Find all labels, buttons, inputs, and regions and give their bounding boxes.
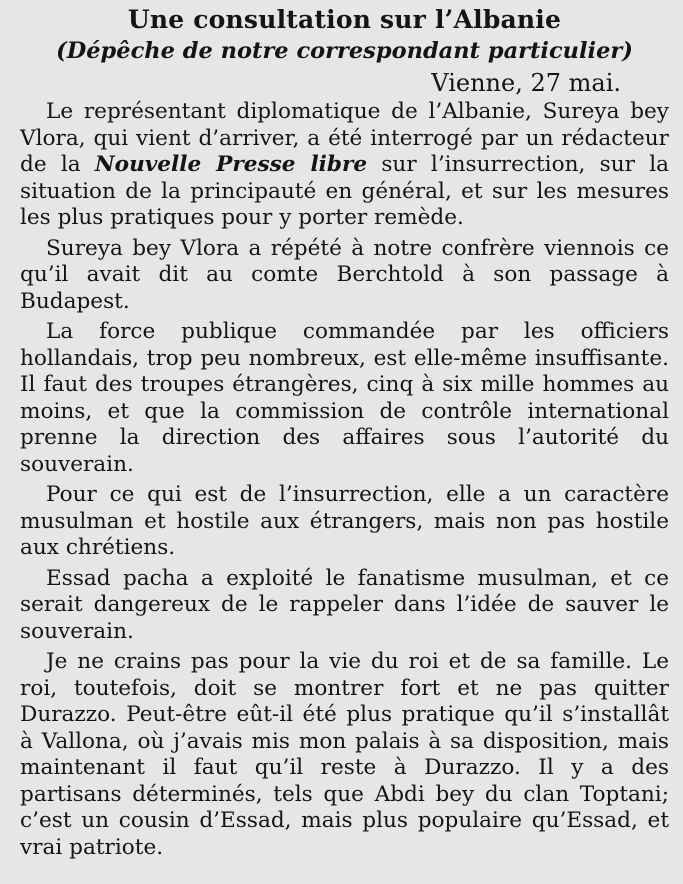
paragraph-1-text-before: Le représentant diplomatique de l’Albanie, Sureya bey Vlora, qui vient d’arriver, a été interrogé par un rédacteur de la [20,99,669,177]
paragraph-2: Sureya bey Vlora a répété à notre confrère viennois ce qu’il avait dit au comte Berchtold à son passage à Budapest. [20,235,669,314]
article-subtitle: (Dépêche de notre correspondant particulier) [56,38,633,64]
paragraph-1-text-after: sur l’insurrection, sur la situation de la principauté en général, et sur les mesures les plus pratiques pour y porter remède. [20,152,669,230]
paragraph-5: Essad pacha a exploité le fanatisme musulman, et ce serait dangereux de le rappeler dans l’idée de sauver le souverain. [20,565,669,644]
paragraph-4: Pour ce qui est de l’insurrection, elle a un caractère musulman et hostile aux étrangers, mais non pas hostile aux chrétiens. [20,482,669,560]
paragraph-1 [20,99,669,232]
article-title: Une consultation sur l’Albanie [127,5,562,34]
article-dateline: Vienne, 27 mai. [431,69,621,97]
paragraph-6: Je ne crains pas pour la vie du roi et de sa famille. Le roi, toutefois, doit se montrer fort et ne pas quitter Durazzo. Peut-être eût-il été plus pratique qu’il s’installât à Vallona, où j’avais mis mon palais à sa disposition, mais maintenant il faut qu’il reste à Durazzo. Il y a des partisans déterminés, tels que Abdi bey du clan Toptani; c’est un cousin d’Essad, mais plus populaire qu’Essad, et vrai patriote. [20,649,669,860]
newspaper-name: Nouvelle Presse libre [94,152,368,177]
paragraph-3: La force publique commandée par les officiers hollandais, trop peu nombreux, est elle-même insuffisante. Il faut des troupes étrangères, cinq à six mille hommes au moins, et que la commission de contrôle international prenne la direction des affaires sous l’autorité du souverain. [20,319,669,477]
article-body [20,99,669,861]
